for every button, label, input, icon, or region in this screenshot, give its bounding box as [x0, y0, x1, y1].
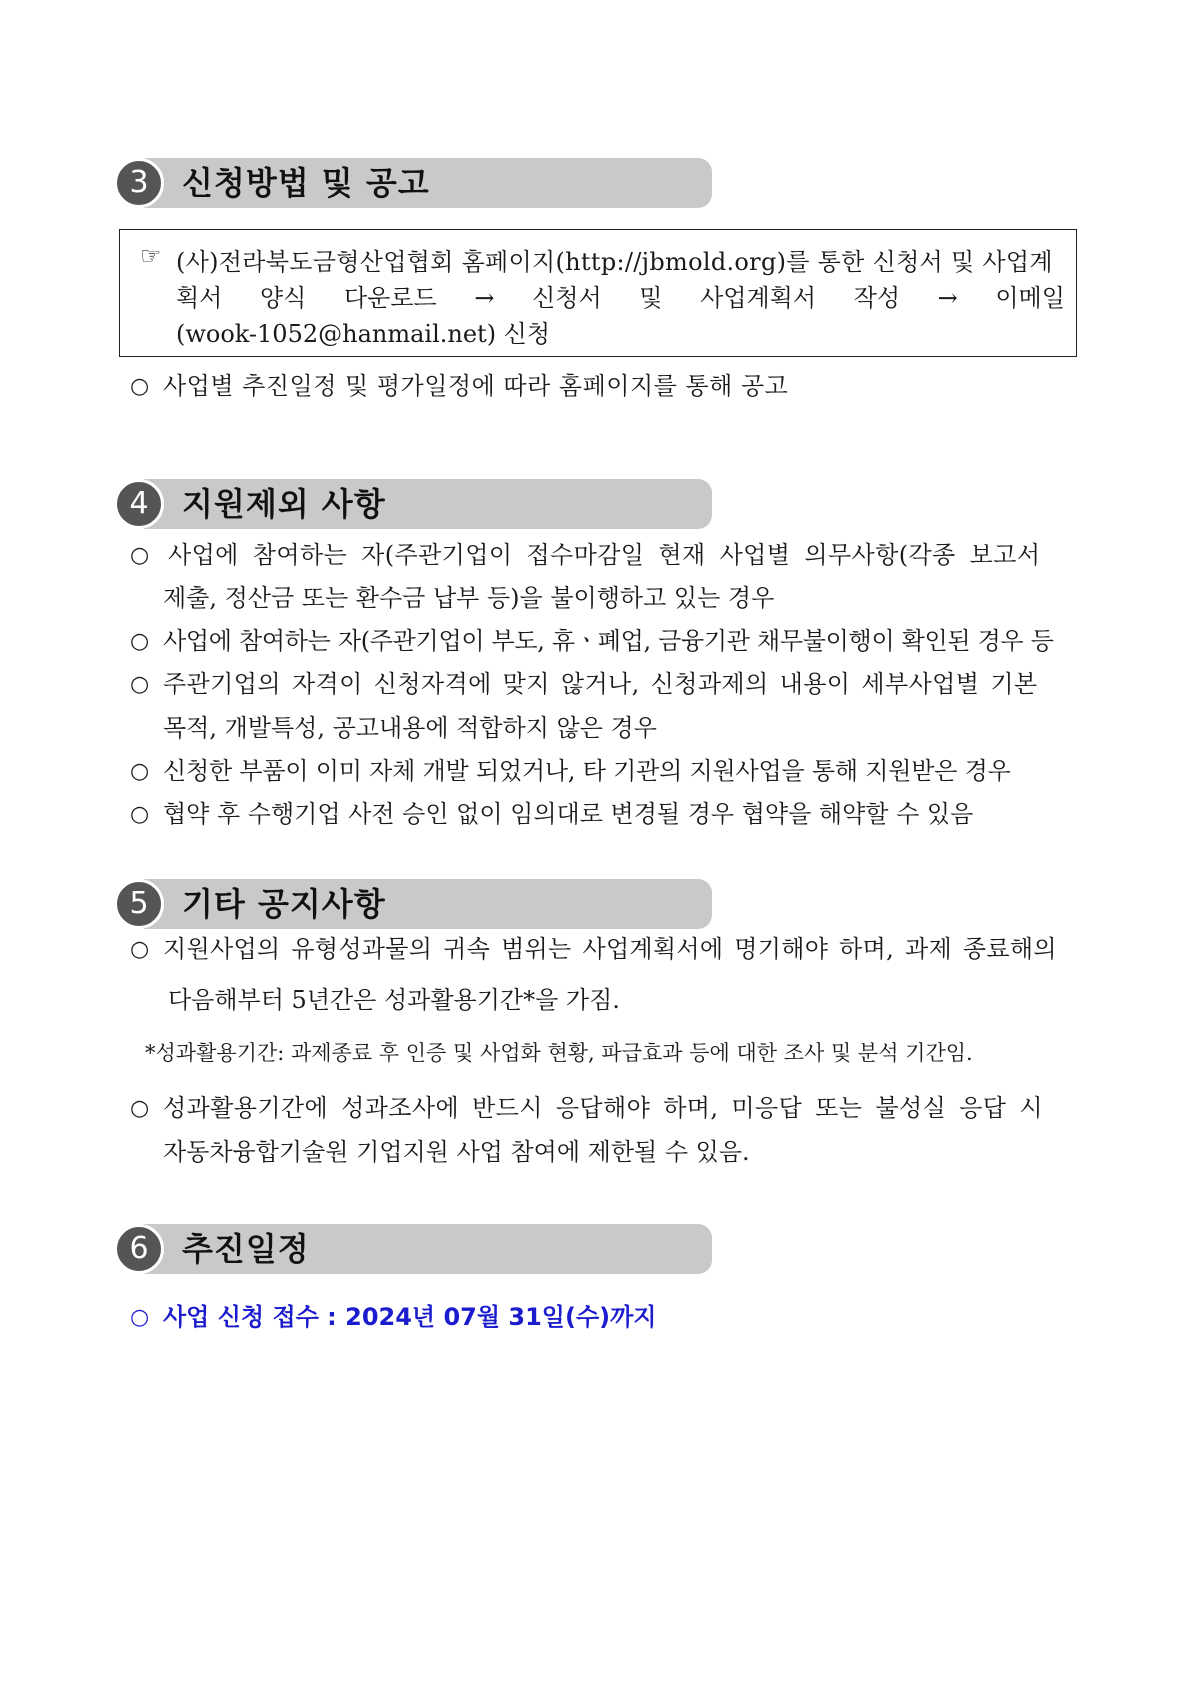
list-item-continued: 다음해부터 5년간은 성과활용기간*을 가짐. [168, 986, 620, 1014]
list-item-continued: 목적, 개발특성, 공고내용에 적합하지 않은 경우 [163, 714, 657, 742]
schedule-deadline: 사업 신청 접수 : 2024년 07월 31일(수)까지 [163, 1303, 657, 1331]
list-item: 사업별 추진일정 및 평가일정에 따라 홈페이지를 통해 공고 [163, 372, 789, 400]
list-item: 성과활용기간에 성과조사에 반드시 응답해야 하며, 미응답 또는 불성실 응답 시 [163, 1094, 1043, 1122]
list-item: 사업에 참여하는 자(주관기업이 접수마감일 현재 사업별 의무사항(각종 보고서 [168, 541, 1041, 569]
bullet-icon: ○ [130, 759, 150, 784]
section-number-badge: 5 [114, 879, 164, 929]
section-4-header [114, 479, 712, 529]
section-title: 기타 공지사항 [182, 885, 386, 923]
list-item-continued: 자동차융합기술원 기업지원 사업 참여에 제한될 수 있음. [163, 1138, 750, 1166]
section-number-badge: 4 [114, 479, 164, 529]
list-item: 협약 후 수행기업 사전 승인 없이 임의대로 변경될 경우 협약을 해약할 수 있음 [163, 800, 974, 828]
list-item: 주관기업의 자격이 신청자격에 맞지 않거나, 신청과제의 내용이 세부사업별 기본 [163, 670, 1038, 698]
section-3-header [114, 158, 712, 208]
note-line-2-text: 획서 양식 다운로드 → 신청서 및 사업계획서 작성 → 이메일 [176, 284, 1065, 312]
bullet-icon: ○ [130, 1096, 150, 1121]
bullet-icon: ○ [130, 937, 150, 962]
section-number-badge: 6 [114, 1224, 164, 1274]
bullet-icon: ○ [130, 629, 150, 654]
list-item: 신청한 부품이 이미 자체 개발 되었거나, 타 기관의 지원사업을 통해 지원받은 경우 [163, 757, 1011, 785]
bullet-icon: ○ [130, 802, 150, 827]
footnote: *성과활용기간: 과제종료 후 인증 및 사업화 현황, 파급효과 등에 대한 조사 및 분석 기간임. [145, 1041, 973, 1065]
note-line-1: (사)전라북도금형산업협회 홈페이지(http://jbmold.org)를 통한 신청서 및 사업계 [176, 248, 1053, 276]
pointing-hand-icon: ☞ [140, 242, 162, 270]
bullet-icon: ○ [130, 1305, 150, 1330]
section-title: 추진일정 [182, 1230, 310, 1268]
note-line-2 [176, 278, 1065, 313]
bullet-icon: ○ [130, 543, 150, 568]
section-title: 신청방법 및 공고 [182, 164, 430, 202]
list-item-continued: 제출, 정산금 또는 환수금 납부 등)을 불이행하고 있는 경우 [163, 584, 775, 612]
section-6-header [114, 1224, 712, 1274]
section-title: 지원제외 사항 [182, 485, 386, 523]
note-line-3: (wook-1052@hanmail.net) 신청 [176, 320, 551, 348]
bullet-icon: ○ [130, 672, 150, 697]
section-5-header [114, 879, 712, 929]
list-item: 지원사업의 유형성과물의 귀속 범위는 사업계획서에 명기해야 하며, 과제 종료해의 [163, 935, 1057, 963]
bullet-icon: ○ [130, 374, 150, 399]
list-item: 사업에 참여하는 자(주관기업이 부도, 휴ㆍ폐업, 금융기관 채무불이행이 확인된 경우 등 [163, 627, 1054, 655]
section-number-badge: 3 [114, 158, 164, 208]
